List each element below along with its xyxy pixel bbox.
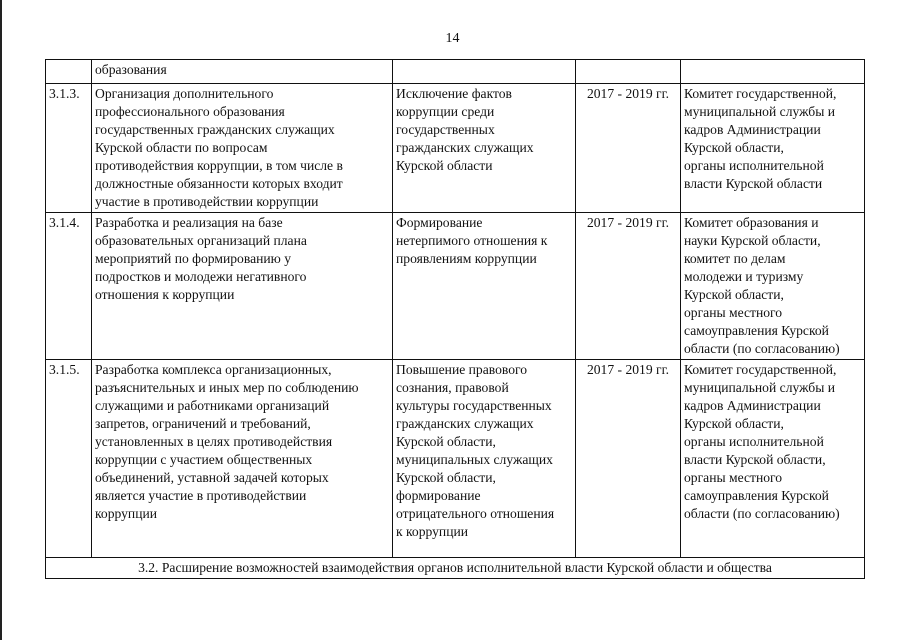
section-heading: 3.2. Расширение возможностей взаимодействия органов исполнительной власти Курской области и общества [46, 558, 865, 579]
text-line: культуры государственных [396, 398, 552, 413]
text-line: муниципальных служащих [396, 452, 553, 467]
result-cell [393, 84, 576, 213]
table-row [46, 360, 865, 558]
table-row [46, 213, 865, 360]
text-line: объединений, уставной задачей которых [95, 470, 329, 485]
text-line: является участие в противодействии [95, 488, 307, 503]
text-line: самоуправления Курской [684, 488, 829, 503]
period-cell: 2017 - 2019 гг. [576, 84, 681, 213]
text-line: участие в противодействии коррупции [95, 194, 319, 209]
text-line: Курской области, [396, 470, 496, 485]
text-line: противодействия коррупции, в том числе в [95, 158, 343, 173]
section-heading-row [46, 558, 865, 579]
text-line: власти Курской области, [684, 452, 826, 467]
text-line: образования [95, 62, 167, 77]
text-line: подростков и молодежи негативного [95, 269, 307, 284]
text-line: Формирование [396, 215, 483, 230]
row-number-cell: 3.1.5. [46, 360, 92, 558]
text-line: органы исполнительной [684, 158, 824, 173]
text-line: отношения к коррупции [95, 287, 235, 302]
text-line: отрицательного отношения [396, 506, 555, 521]
text-line: коррупции с участием общественных [95, 452, 313, 467]
text-line: муниципальной службы и [684, 380, 836, 395]
result-cell [393, 60, 576, 84]
text-line: комитет по делам [684, 251, 786, 266]
event-cell [92, 360, 393, 558]
text-line: сознания, правовой [396, 380, 509, 395]
text-line: должностные обязанности которых входит [95, 176, 343, 191]
text-line: установленных в целях противодействия [95, 434, 333, 449]
row-number-cell: 3.1.4. [46, 213, 92, 360]
row-number-cell: 3.1.3. [46, 84, 92, 213]
text-line: государственных [396, 122, 495, 137]
text-line: Исключение фактов [396, 86, 512, 101]
text-line: Курской области, [396, 434, 496, 449]
text-line: Курской области, [684, 140, 784, 155]
period-cell [576, 60, 681, 84]
event-cell [92, 60, 393, 84]
text-line: кадров Администрации [684, 398, 821, 413]
text-line: Разработка и реализация на базе [95, 215, 283, 230]
period-cell: 2017 - 2019 гг. [576, 213, 681, 360]
text-line: муниципальной службы и [684, 104, 836, 119]
text-line: молодежи и туризму [684, 269, 804, 284]
text-line: власти Курской области [684, 176, 823, 191]
text-line: Разработка комплекса организационных, [95, 362, 332, 377]
text-line: образовательных организаций плана [95, 233, 307, 248]
text-line: коррупции среди [396, 104, 495, 119]
text-line: Курской области, [684, 416, 784, 431]
text-line: Комитет государственной, [684, 362, 837, 377]
text-line: области (по согласованию) [684, 506, 840, 521]
event-cell [92, 213, 393, 360]
text-line: служащими и работниками организаций [95, 398, 330, 413]
result-cell [393, 213, 576, 360]
result-cell [393, 360, 576, 558]
table-row [46, 84, 865, 213]
text-line: Организация дополнительного [95, 86, 274, 101]
page-left-edge [0, 0, 2, 640]
text-line: нетерпимого отношения к [396, 233, 548, 248]
text-line: разъяснительных и иных мер по соблюдению [95, 380, 359, 395]
text-line: Комитет государственной, [684, 86, 837, 101]
text-line: органы местного [684, 305, 783, 320]
text-line: науки Курской области, [684, 233, 821, 248]
text-line: Курской области [396, 158, 493, 173]
executor-cell [681, 60, 865, 84]
period-cell: 2017 - 2019 гг. [576, 360, 681, 558]
executor-cell [681, 360, 865, 558]
text-line: кадров Администрации [684, 122, 821, 137]
text-line: формирование [396, 488, 481, 503]
text-line: области (по согласованию) [684, 341, 840, 356]
table-body [46, 60, 865, 558]
text-line: мероприятий по формированию у [95, 251, 292, 266]
table-row [46, 60, 865, 84]
text-line: самоуправления Курской [684, 323, 829, 338]
text-line: Курской области по вопросам [95, 140, 268, 155]
text-line: органы исполнительной [684, 434, 824, 449]
text-line: органы местного [684, 470, 783, 485]
event-cell [92, 84, 393, 213]
executor-cell [681, 213, 865, 360]
text-line: гражданских служащих [396, 140, 534, 155]
text-line: профессионального образования [95, 104, 285, 119]
executor-cell [681, 84, 865, 213]
text-line: гражданских служащих [396, 416, 534, 431]
text-line: запретов, ограничений и требований, [95, 416, 311, 431]
text-line: Повышение правового [396, 362, 528, 377]
row-number-cell [46, 60, 92, 84]
text-line: Курской области, [684, 287, 784, 302]
text-line: Комитет образования и [684, 215, 819, 230]
text-line: коррупции [95, 506, 158, 521]
text-line: государственных гражданских служащих [95, 122, 335, 137]
page-number: 14 [445, 31, 460, 46]
text-line: проявлениям коррупции [396, 251, 537, 266]
measures-table [45, 59, 865, 579]
text-line: к коррупции [396, 524, 469, 539]
